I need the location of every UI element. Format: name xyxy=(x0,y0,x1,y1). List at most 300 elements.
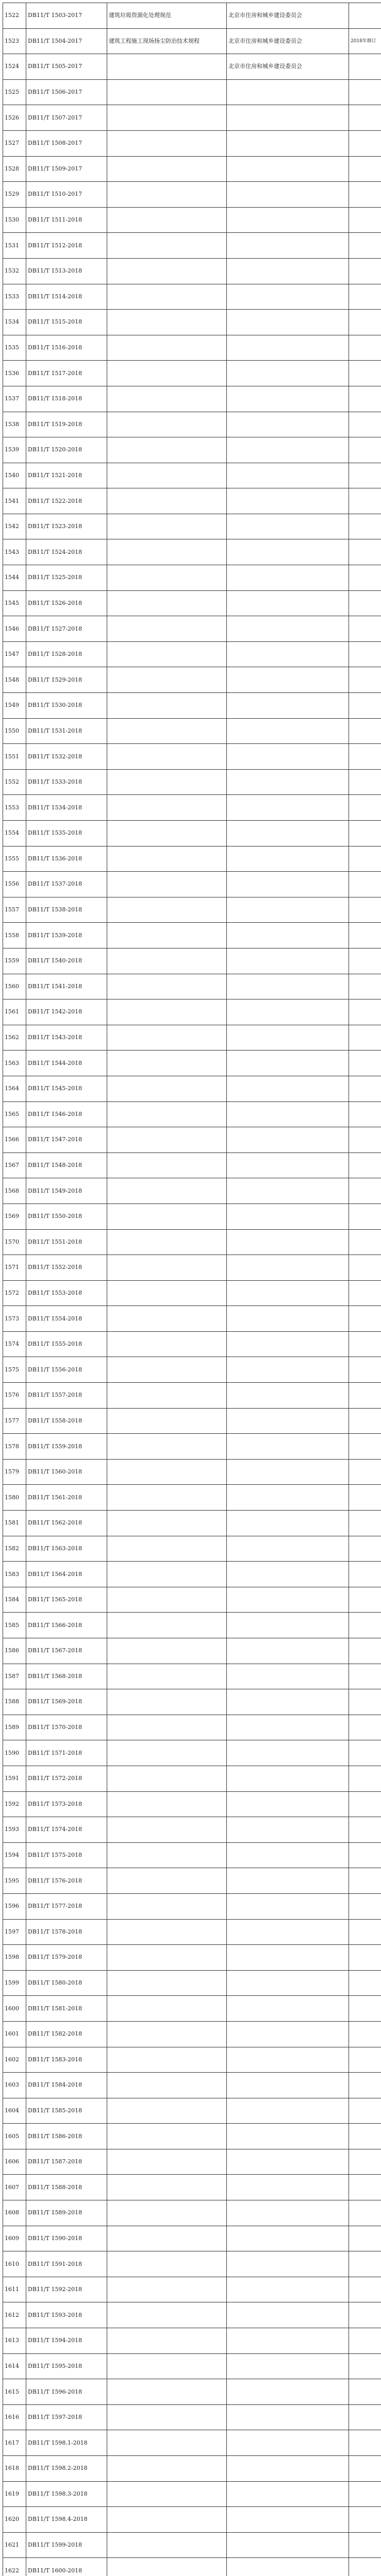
row-number: 1550 xyxy=(3,718,26,744)
table-row xyxy=(3,1587,381,1613)
table-row xyxy=(3,999,381,1025)
remark xyxy=(349,2200,381,2226)
standard-name xyxy=(107,2328,227,2354)
standard-name xyxy=(107,1127,227,1153)
responsible-department xyxy=(227,1791,349,1817)
standard-name xyxy=(107,923,227,948)
standard-name xyxy=(107,1689,227,1715)
responsible-department xyxy=(227,310,349,335)
standard-name xyxy=(107,1306,227,1332)
remark xyxy=(349,1587,381,1613)
remark xyxy=(349,1229,381,1255)
responsible-department xyxy=(227,2379,349,2405)
responsible-department xyxy=(227,2456,349,2482)
standard-code: DB11/T 1599-2018 xyxy=(26,2532,107,2558)
table-row xyxy=(3,1306,381,1332)
responsible-department xyxy=(227,156,349,182)
remark xyxy=(349,1919,381,1945)
remark xyxy=(349,2430,381,2456)
table-row xyxy=(3,1383,381,1409)
row-number: 1537 xyxy=(3,386,26,412)
row-number: 1617 xyxy=(3,2430,26,2456)
remark xyxy=(349,2558,381,2576)
remark xyxy=(349,2251,381,2277)
row-number: 1595 xyxy=(3,1868,26,1894)
remark xyxy=(349,1485,381,1511)
responsible-department xyxy=(227,1715,349,1740)
row-number: 1571 xyxy=(3,1255,26,1281)
standard-name xyxy=(107,948,227,974)
standard-name xyxy=(107,897,227,923)
row-number: 1593 xyxy=(3,1817,26,1843)
standard-name xyxy=(107,2251,227,2277)
responsible-department xyxy=(227,488,349,514)
standard-code: DB11/T 1517-2018 xyxy=(26,361,107,386)
remark xyxy=(349,386,381,412)
table-row xyxy=(3,514,381,539)
responsible-department xyxy=(227,2430,349,2456)
standard-code: DB11/T 1600-2018 xyxy=(26,2558,107,2576)
standard-code: DB11/T 1591-2018 xyxy=(26,2251,107,2277)
row-number: 1563 xyxy=(3,1050,26,1076)
responsible-department xyxy=(227,412,349,437)
responsible-department xyxy=(227,1587,349,1613)
remark xyxy=(349,1434,381,1460)
table-row xyxy=(3,1511,381,1536)
table-row xyxy=(3,1459,381,1485)
row-number: 1618 xyxy=(3,2456,26,2482)
standard-name xyxy=(107,1076,227,1101)
remark xyxy=(349,846,381,872)
row-number: 1592 xyxy=(3,1791,26,1817)
standard-name xyxy=(107,1868,227,1894)
standard-code: DB11/T 1546-2018 xyxy=(26,1101,107,1127)
standard-code: DB11/T 1528-2018 xyxy=(26,641,107,667)
standard-code: DB11/T 1543-2018 xyxy=(26,1025,107,1050)
standard-code: DB11/T 1512-2018 xyxy=(26,233,107,259)
table-row xyxy=(3,1434,381,1460)
responsible-department xyxy=(227,2302,349,2328)
responsible-department xyxy=(227,2175,349,2200)
standard-code: DB11/T 1564-2018 xyxy=(26,1562,107,1587)
row-number: 1605 xyxy=(3,2124,26,2149)
table-row xyxy=(3,1229,381,1255)
remark xyxy=(349,897,381,923)
table-row xyxy=(3,463,381,488)
standard-name xyxy=(107,667,227,693)
table-row xyxy=(3,2226,381,2251)
standard-name xyxy=(107,130,227,156)
table-row xyxy=(3,54,381,80)
standard-code: DB11/T 1555-2018 xyxy=(26,1331,107,1357)
remark xyxy=(349,2098,381,2124)
standard-name xyxy=(107,2277,227,2302)
row-number: 1585 xyxy=(3,1613,26,1638)
responsible-department xyxy=(227,1893,349,1919)
responsible-department xyxy=(227,2404,349,2430)
standard-code: DB11/T 1549-2018 xyxy=(26,1178,107,1204)
row-number: 1578 xyxy=(3,1434,26,1460)
standard-code: DB11/T 1516-2018 xyxy=(26,335,107,361)
standard-name xyxy=(107,2175,227,2200)
responsible-department xyxy=(227,1101,349,1127)
standard-name xyxy=(107,310,227,335)
row-number: 1612 xyxy=(3,2302,26,2328)
standard-code: DB11/T 1586-2018 xyxy=(26,2124,107,2149)
standard-name xyxy=(107,514,227,539)
remark xyxy=(349,1970,381,1996)
table-row xyxy=(3,156,381,182)
table-row xyxy=(3,641,381,667)
remark xyxy=(349,412,381,437)
table-row xyxy=(3,1178,381,1204)
standard-name xyxy=(107,1178,227,1204)
remark xyxy=(349,1689,381,1715)
responsible-department xyxy=(227,1153,349,1178)
responsible-department xyxy=(227,1178,349,1204)
row-number: 1536 xyxy=(3,361,26,386)
table-row xyxy=(3,923,381,948)
remark xyxy=(349,514,381,539)
standard-code: DB11/T 1573-2018 xyxy=(26,1791,107,1817)
standard-name xyxy=(107,1383,227,1409)
row-number: 1544 xyxy=(3,565,26,591)
row-number: 1526 xyxy=(3,105,26,131)
standard-code: DB11/T 1533-2018 xyxy=(26,769,107,795)
standard-name xyxy=(107,1842,227,1868)
standard-name xyxy=(107,1919,227,1945)
responsible-department xyxy=(227,2328,349,2354)
responsible-department xyxy=(227,1842,349,1868)
row-number: 1598 xyxy=(3,1945,26,1971)
row-number: 1543 xyxy=(3,539,26,565)
responsible-department xyxy=(227,1229,349,1255)
standard-name xyxy=(107,463,227,488)
standard-name xyxy=(107,999,227,1025)
responsible-department xyxy=(227,361,349,386)
table-row xyxy=(3,2021,381,2047)
row-number: 1586 xyxy=(3,1638,26,1664)
standard-name xyxy=(107,182,227,208)
responsible-department xyxy=(227,1868,349,1894)
standard-code: DB11/T 1595-2018 xyxy=(26,2353,107,2379)
standard-code: DB11/T 1515-2018 xyxy=(26,310,107,335)
remark xyxy=(349,130,381,156)
responsible-department xyxy=(227,897,349,923)
standard-code: DB11/T 1514-2018 xyxy=(26,284,107,310)
table-row xyxy=(3,1740,381,1766)
row-number: 1549 xyxy=(3,693,26,719)
row-number: 1567 xyxy=(3,1153,26,1178)
responsible-department xyxy=(227,1689,349,1715)
standard-name xyxy=(107,1025,227,1050)
standard-code: DB11/T 1572-2018 xyxy=(26,1766,107,1791)
row-number: 1547 xyxy=(3,641,26,667)
standard-name xyxy=(107,1536,227,1562)
table-row xyxy=(3,1919,381,1945)
table-row xyxy=(3,897,381,923)
row-number: 1532 xyxy=(3,258,26,284)
table-row xyxy=(3,1153,381,1178)
responsible-department xyxy=(227,2558,349,2576)
table-row xyxy=(3,1842,381,1868)
responsible-department xyxy=(227,258,349,284)
row-number: 1561 xyxy=(3,999,26,1025)
responsible-department xyxy=(227,641,349,667)
remark xyxy=(349,2507,381,2533)
remark xyxy=(349,1740,381,1766)
responsible-department xyxy=(227,463,349,488)
remark xyxy=(349,105,381,131)
standard-name xyxy=(107,846,227,872)
standard-code: DB11/T 1536-2018 xyxy=(26,846,107,872)
remark xyxy=(349,2021,381,2047)
responsible-department xyxy=(227,284,349,310)
remark xyxy=(349,156,381,182)
remark xyxy=(349,1204,381,1229)
remark xyxy=(349,2302,381,2328)
table-row xyxy=(3,1791,381,1817)
responsible-department xyxy=(227,999,349,1025)
standard-code: DB11/T 1581-2018 xyxy=(26,1996,107,2022)
standard-code: DB11/T 1550-2018 xyxy=(26,1204,107,1229)
standard-code: DB11/T 1525-2018 xyxy=(26,565,107,591)
row-number: 1527 xyxy=(3,130,26,156)
responsible-department xyxy=(227,1357,349,1383)
standard-code: DB11/T 1547-2018 xyxy=(26,1127,107,1153)
table-row xyxy=(3,1638,381,1664)
responsible-department xyxy=(227,718,349,744)
standard-code: DB11/T 1545-2018 xyxy=(26,1076,107,1101)
row-number: 1610 xyxy=(3,2251,26,2277)
responsible-department xyxy=(227,1255,349,1281)
row-number: 1570 xyxy=(3,1229,26,1255)
table-row xyxy=(3,2047,381,2073)
responsible-department xyxy=(227,1331,349,1357)
remark xyxy=(349,1280,381,1306)
table-body xyxy=(3,3,381,2576)
standard-name xyxy=(107,1740,227,1766)
responsible-department xyxy=(227,182,349,208)
standard-code: DB11/T 1596-2018 xyxy=(26,2379,107,2405)
row-number: 1579 xyxy=(3,1459,26,1485)
remark xyxy=(349,2456,381,2482)
responsible-department xyxy=(227,1408,349,1434)
standard-name xyxy=(107,872,227,897)
remark xyxy=(349,744,381,770)
remark xyxy=(349,1613,381,1638)
standard-code: DB11/T 1584-2018 xyxy=(26,2073,107,2098)
standard-code: DB11/T 1560-2018 xyxy=(26,1459,107,1485)
standard-name xyxy=(107,795,227,821)
table-row xyxy=(3,974,381,999)
table-row xyxy=(3,182,381,208)
remark xyxy=(349,258,381,284)
remark xyxy=(349,2073,381,2098)
remark xyxy=(349,872,381,897)
standard-code: DB11/T 1562-2018 xyxy=(26,1511,107,1536)
standard-name xyxy=(107,821,227,846)
table-row xyxy=(3,2277,381,2302)
responsible-department xyxy=(227,1511,349,1536)
row-number: 1572 xyxy=(3,1280,26,1306)
table-row xyxy=(3,1868,381,1894)
responsible-department xyxy=(227,744,349,770)
table-row xyxy=(3,1613,381,1638)
table-row xyxy=(3,1076,381,1101)
responsible-department xyxy=(227,1204,349,1229)
responsible-department xyxy=(227,769,349,795)
standard-code: DB11/T 1513-2018 xyxy=(26,258,107,284)
table-row xyxy=(3,2098,381,2124)
standard-code: DB11/T 1582-2018 xyxy=(26,2021,107,2047)
row-number: 1534 xyxy=(3,310,26,335)
row-number: 1580 xyxy=(3,1485,26,1511)
standard-code: DB11/T 1524-2018 xyxy=(26,539,107,565)
row-number: 1538 xyxy=(3,412,26,437)
standard-code: DB11/T 1557-2018 xyxy=(26,1383,107,1409)
remark xyxy=(349,2481,381,2507)
table-row xyxy=(3,361,381,386)
standard-code: DB11/T 1509-2017 xyxy=(26,156,107,182)
remark xyxy=(349,2404,381,2430)
standard-code: DB11/T 1519-2018 xyxy=(26,412,107,437)
table-row xyxy=(3,1485,381,1511)
table-row xyxy=(3,1280,381,1306)
remark xyxy=(349,2379,381,2405)
remark xyxy=(349,821,381,846)
table-row xyxy=(3,693,381,719)
standard-code: DB11/T 1521-2018 xyxy=(26,463,107,488)
table-row xyxy=(3,565,381,591)
standard-name xyxy=(107,2098,227,2124)
row-number: 1530 xyxy=(3,207,26,233)
responsible-department xyxy=(227,667,349,693)
table-row xyxy=(3,795,381,821)
standard-code: DB11/T 1522-2018 xyxy=(26,488,107,514)
standard-name xyxy=(107,1996,227,2022)
standard-code: DB11/T 1565-2018 xyxy=(26,1587,107,1613)
remark xyxy=(349,1766,381,1791)
responsible-department xyxy=(227,130,349,156)
responsible-department xyxy=(227,1919,349,1945)
responsible-department xyxy=(227,1740,349,1766)
remark xyxy=(349,769,381,795)
standard-name xyxy=(107,1587,227,1613)
standard-name xyxy=(107,2021,227,2047)
row-number: 1564 xyxy=(3,1076,26,1101)
responsible-department xyxy=(227,2073,349,2098)
row-number: 1551 xyxy=(3,744,26,770)
table-row xyxy=(3,1562,381,1587)
responsible-department xyxy=(227,1025,349,1050)
remark xyxy=(349,1255,381,1281)
table-row xyxy=(3,1945,381,1971)
table-row xyxy=(3,1715,381,1740)
standard-code: DB11/T 1548-2018 xyxy=(26,1153,107,1178)
standard-name xyxy=(107,2124,227,2149)
standard-name xyxy=(107,641,227,667)
row-number: 1602 xyxy=(3,2047,26,2073)
row-number: 1574 xyxy=(3,1331,26,1357)
responsible-department xyxy=(227,2251,349,2277)
row-number: 1594 xyxy=(3,1842,26,1868)
remark xyxy=(349,3,381,29)
row-number: 1555 xyxy=(3,846,26,872)
responsible-department: 北京市住房和城乡建设委员会 xyxy=(227,54,349,80)
row-number: 1607 xyxy=(3,2175,26,2200)
remark xyxy=(349,974,381,999)
table-row xyxy=(3,948,381,974)
responsible-department xyxy=(227,1536,349,1562)
table-row xyxy=(3,28,381,54)
row-number: 1596 xyxy=(3,1893,26,1919)
responsible-department xyxy=(227,590,349,616)
remark: 2018年修订 xyxy=(349,28,381,54)
remark xyxy=(349,488,381,514)
standard-code: DB11/T 1556-2018 xyxy=(26,1357,107,1383)
row-number: 1554 xyxy=(3,821,26,846)
responsible-department xyxy=(227,1613,349,1638)
row-number: 1541 xyxy=(3,488,26,514)
remark xyxy=(349,539,381,565)
row-number: 1529 xyxy=(3,182,26,208)
standard-code: DB11/T 1520-2018 xyxy=(26,437,107,463)
responsible-department xyxy=(227,233,349,259)
row-number: 1524 xyxy=(3,54,26,80)
standard-code: DB11/T 1558-2018 xyxy=(26,1408,107,1434)
responsible-department xyxy=(227,2532,349,2558)
table-row xyxy=(3,1536,381,1562)
standard-name xyxy=(107,1434,227,1460)
remark xyxy=(349,2149,381,2175)
remark xyxy=(349,361,381,386)
standard-code: DB11/T 1544-2018 xyxy=(26,1050,107,1076)
table-row xyxy=(3,1255,381,1281)
standard-name xyxy=(107,386,227,412)
remark xyxy=(349,1025,381,1050)
row-number: 1590 xyxy=(3,1740,26,1766)
standard-code: DB11/T 1561-2018 xyxy=(26,1485,107,1511)
row-number: 1621 xyxy=(3,2532,26,2558)
table-row xyxy=(3,1204,381,1229)
remark xyxy=(349,590,381,616)
row-number: 1599 xyxy=(3,1970,26,1996)
remark xyxy=(349,616,381,642)
standard-code: DB11/T 1589-2018 xyxy=(26,2200,107,2226)
responsible-department xyxy=(227,565,349,591)
table-row xyxy=(3,2328,381,2354)
remark xyxy=(349,54,381,80)
row-number: 1542 xyxy=(3,514,26,539)
row-number: 1565 xyxy=(3,1101,26,1127)
row-number: 1584 xyxy=(3,1587,26,1613)
standard-code: DB11/T 1540-2018 xyxy=(26,948,107,974)
standard-name xyxy=(107,2379,227,2405)
remark xyxy=(349,923,381,948)
remark xyxy=(349,1945,381,1971)
standard-code: DB11/T 1510-2017 xyxy=(26,182,107,208)
responsible-department xyxy=(227,693,349,719)
row-number: 1528 xyxy=(3,156,26,182)
row-number: 1603 xyxy=(3,2073,26,2098)
responsible-department xyxy=(227,1638,349,1664)
row-number: 1611 xyxy=(3,2277,26,2302)
table-row xyxy=(3,1025,381,1050)
row-number: 1533 xyxy=(3,284,26,310)
row-number: 1523 xyxy=(3,28,26,54)
responsible-department xyxy=(227,2047,349,2073)
